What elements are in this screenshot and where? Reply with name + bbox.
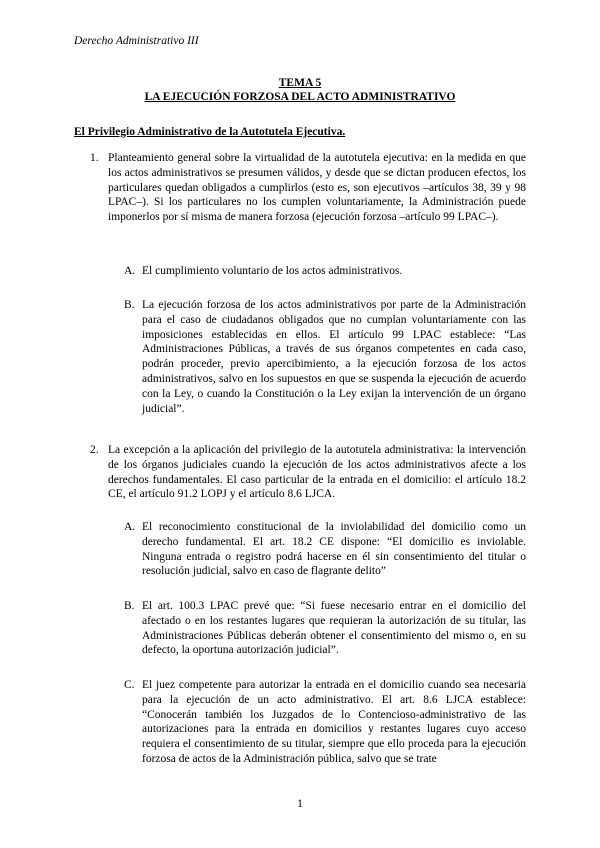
- subitem-paragraph: El cumplimiento voluntario de los actos administrativos.: [142, 265, 403, 277]
- page-title: LA EJECUCIÓN FORZOSA DEL ACTO ADMINISTRATIVO: [144, 91, 456, 103]
- section-heading: El Privilegio Administrativo de la Autotutela Ejecutiva.: [74, 126, 346, 138]
- subitem-letter: C.: [124, 679, 135, 691]
- subitem-letter: B.: [124, 600, 135, 612]
- subitem-paragraph: El reconocimiento constitucional de la inviolabilidad del domicilio como un derecho fundamental. El art. 18.2 CE dispone: “El domicilio es inviolable. Ninguna entrada o registro podrá hacerse en él sin consentimiento del titular o resolución judicial, salvo en caso de flagrante delito”: [142, 521, 526, 578]
- item-number: 2.: [90, 444, 99, 456]
- subitem-paragraph: La ejecución forzosa de los actos administrativos por parte de la Administración para el caso de ciudadanos obligados que no cumplan voluntariamente con las imposiciones establecidas en ellos. El artículo 99 LPAC establece: “Las Administraciones Públicas, a través de sus órganos competentes en cada caso, podrán proceder, previo apercibimiento, a la ejecución forzosa de los actos administrativos, salvo en los supuestos en que se suspenda la ejecución de acuerdo con la Ley, o cuando la Constitución o la Ley exijan la intervención de un órgano judicial”.: [142, 299, 526, 415]
- page-number: 1: [297, 798, 303, 810]
- subitem-letter: A.: [124, 521, 136, 533]
- subitem-letter: B.: [124, 299, 135, 311]
- subitem-paragraph: El art. 100.3 LPAC prevé que: “Si fuese necesario entrar en el domicilio del afectado o en los restantes lugares que requieran la autorización de su titular, las Administraciones Públicas deberán obtener el consentimiento del mismo o, en su defecto, la oportuna autorización judicial”.: [142, 600, 526, 657]
- list-item-paragraph: Planteamiento general sobre la virtualidad de la autotutela ejecutiva: en la medida en que los actos administrativos se presumen válidos, y desde que se dictan producen efectos, los particulares quedan obligados a cumplirlos (esto es, son ejecutivos –artículos 38, 39 y 98 LPAC–). Si los particulares no los cumplen voluntariamente, la Administración puede imponerlos por sí misma de manera forzosa (ejecución forzosa –artículo 99 LPAC–).: [108, 152, 526, 224]
- running-header: Derecho Administrativo III: [74, 35, 199, 47]
- list-item-paragraph: La excepción a la aplicación del privilegio de la autotutela administrativa: la intervención de los órganos judiciales cuando la ejecución de los actos administrativos afecte a los derechos fundamentales. El caso particular de la entrada en el domicilio: el artículo 18.2 CE, el artículo 91.2 LOPJ y el artículo 8.6 LJCA.: [108, 444, 526, 501]
- topic-number: TEMA 5: [278, 77, 322, 89]
- item-number: 1.: [90, 152, 99, 164]
- subitem-paragraph: El juez competente para autorizar la entrada en el domicilio cuando sea necesaria para la ejecución de un acto administrativo. El art. 8.6 LJCA establece: “Conocerán también los Juzgados de lo Contencioso-administrativo de las autorizaciones para la entrada en domicilios y restantes lugares cuyo acceso requiera el consentimiento de su titular, siempre que ello proceda para la ejecución forzosa de actos de la Administración pública, salvo que se trate: [142, 679, 526, 765]
- subitem-letter: A.: [124, 265, 136, 277]
